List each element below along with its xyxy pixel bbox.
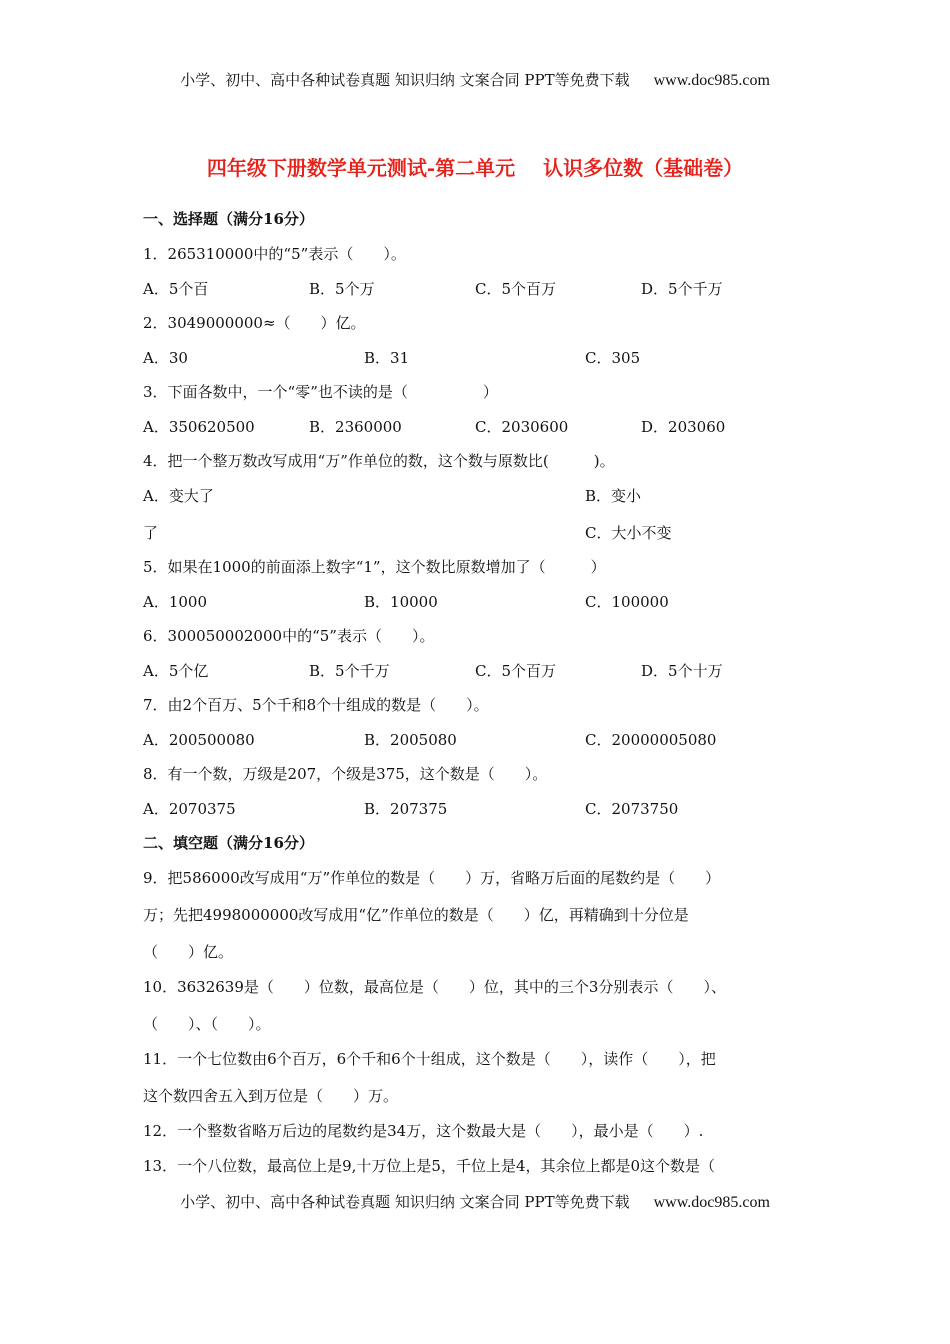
question-7: 7．由2个百万、5个千和8个十组成的数是（ ）。 bbox=[143, 696, 489, 714]
q5-option-b: B．10000 bbox=[364, 593, 438, 611]
q6-option-d: D．5个十万 bbox=[641, 662, 723, 680]
q1-option-a: A．5个百 bbox=[143, 280, 209, 298]
section2-heading: 二、填空题（满分16分） bbox=[143, 834, 314, 852]
question-4: 4．把一个整万数改写成用“万”作单位的数，这个数与原数比( )。 bbox=[143, 452, 615, 470]
q7-option-a: A．200500080 bbox=[143, 731, 255, 749]
q2-option-b: B．31 bbox=[364, 349, 410, 367]
question-9-line3: （ ）亿。 bbox=[143, 943, 234, 961]
footer-text: 小学、初中、高中各种试卷真题 知识归纳 文案合同 PPT等免费下载 bbox=[180, 1193, 630, 1211]
title-part1: 四年级下册数学单元测试-第二单元 bbox=[206, 156, 516, 180]
page-header bbox=[0, 70, 950, 91]
question-13: 13．一个八位数，最高位上是9,十万位上是5，千位上是4，其余位上都是0这个数是（ bbox=[143, 1157, 716, 1175]
q4-option-c: C．大小不变 bbox=[585, 524, 672, 542]
header-text: 小学、初中、高中各种试卷真题 知识归纳 文案合同 PPT等免费下载 bbox=[180, 71, 630, 89]
question-10-line2: （ ）、（ ）。 bbox=[143, 1015, 271, 1033]
question-6: 6．300050002000中的“5”表示（ ）。 bbox=[143, 627, 435, 645]
q7-option-b: B．2005080 bbox=[364, 731, 457, 749]
question-11-line1: 11．一个七位数由6个百万，6个千和6个十组成，这个数是（ ），读作（ ），把 bbox=[143, 1050, 716, 1068]
footer-site: www.doc985.com bbox=[653, 1194, 770, 1211]
q4-option-a: A．变大了 bbox=[143, 487, 214, 505]
q1-option-b: B．5个万 bbox=[309, 280, 375, 298]
q7-option-c: C．20000005080 bbox=[585, 731, 717, 749]
page-title bbox=[0, 155, 950, 181]
q2-option-c: C．305 bbox=[585, 349, 641, 367]
question-10-line1: 10．3632639是（ ）位数，最高位是（ ）位，其中的三个3分别表示（ ）、 bbox=[143, 978, 726, 996]
question-3: 3．下面各数中，一个“零”也不读的是（ ） bbox=[143, 383, 498, 401]
q6-option-c: C．5个百万 bbox=[475, 662, 557, 680]
q8-option-b: B．207375 bbox=[364, 800, 448, 818]
question-12: 12．一个整数省略万后边的尾数约是34万，这个数最大是（ ），最小是（ ）. bbox=[143, 1122, 704, 1140]
question-1: 1．265310000中的“5”表示（ ）。 bbox=[143, 245, 406, 263]
q2-option-a: A．30 bbox=[143, 349, 188, 367]
q8-option-a: A．2070375 bbox=[143, 800, 236, 818]
q5-option-c: C．100000 bbox=[585, 593, 669, 611]
question-2: 2．3049000000≈（ ）亿。 bbox=[143, 314, 366, 332]
q4-option-b: B．变小 bbox=[585, 487, 642, 505]
q6-option-a: A．5个亿 bbox=[143, 662, 209, 680]
q3-option-c: C．2030600 bbox=[475, 418, 569, 436]
q3-option-a: A．350620500 bbox=[143, 418, 255, 436]
q1-option-c: C．5个百万 bbox=[475, 280, 557, 298]
q8-option-c: C．2073750 bbox=[585, 800, 679, 818]
header-site: www.doc985.com bbox=[653, 72, 770, 89]
q5-option-a: A．1000 bbox=[143, 593, 208, 611]
title-part2: 认识多位数（基础卷） bbox=[543, 156, 744, 180]
question-11-line2: 这个数四舍五入到万位是（ ）万。 bbox=[143, 1087, 399, 1105]
q4-option-b-wrap: 了 bbox=[143, 524, 159, 542]
question-9-line2: 万；先把4998000000改写成用“亿”作单位的数是（ ）亿，再精确到十分位是 bbox=[143, 906, 689, 924]
q3-option-d: D．203060 bbox=[641, 418, 726, 436]
question-8: 8．有一个数，万级是207，个级是375，这个数是（ ）。 bbox=[143, 765, 548, 783]
section1-heading: 一、选择题（满分16分） bbox=[143, 210, 314, 228]
question-9-line1: 9．把586000改写成用“万”作单位的数是（ ）万，省略万后面的尾数约是（ ） bbox=[143, 869, 721, 887]
q1-option-d: D．5个千万 bbox=[641, 280, 723, 298]
q6-option-b: B．5个千万 bbox=[309, 662, 390, 680]
page-footer bbox=[0, 1192, 950, 1213]
q3-option-b: B．2360000 bbox=[309, 418, 402, 436]
question-5: 5．如果在1000的前面添上数字“1”，这个数比原数增加了（ ） bbox=[143, 558, 606, 576]
